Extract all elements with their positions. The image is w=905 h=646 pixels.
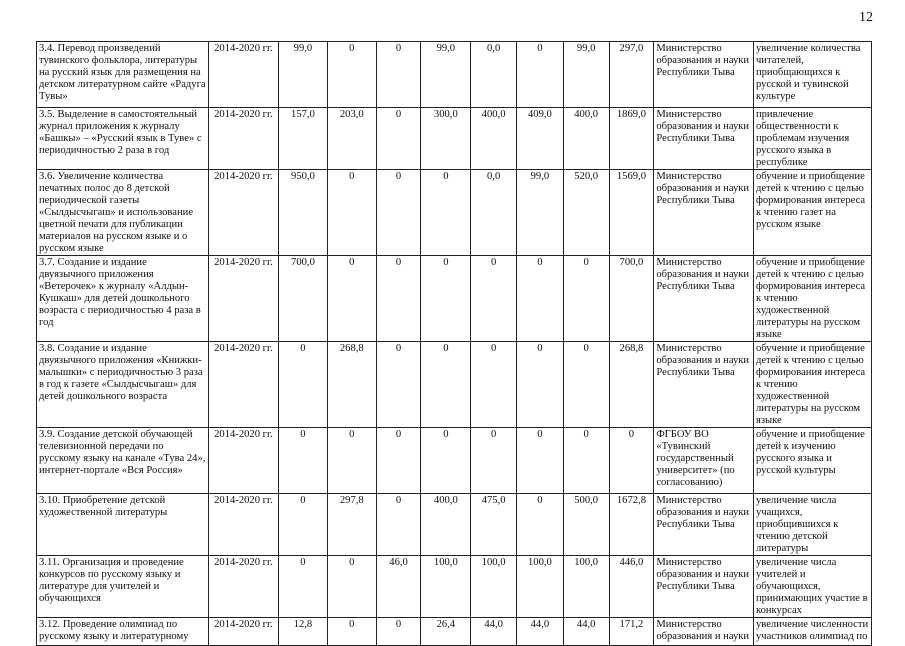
measure-name-cell: 3.5. Выделение в самостоятельный журнал приложения к журналу «Башкы» – «Русский язык в Туве» с периодичностью 2 раза в год [37, 108, 209, 170]
amount-cell: 0 [563, 428, 609, 494]
amount-cell: 0 [376, 428, 421, 494]
period-cell: 2014-2020 гг. [208, 108, 278, 170]
amount-cell: 100,0 [563, 556, 609, 618]
amount-cell: 46,0 [376, 556, 421, 618]
amount-cell: 300,0 [421, 108, 471, 170]
amount-cell: 0 [279, 494, 328, 556]
period-cell: 2014-2020 гг. [208, 428, 278, 494]
amount-cell: 157,0 [279, 108, 328, 170]
amount-cell: 99,0 [517, 170, 564, 256]
program-measures-table [36, 41, 872, 646]
amount-cell: 0 [376, 42, 421, 108]
executor-cell: ФГБОУ ВО «Тувинский государственный университет» (по согласованию) [654, 428, 754, 494]
amount-cell: 0,0 [471, 170, 517, 256]
expected-result-cell: увеличение числа учащихся, приобщившихся к чтению детской литературы [753, 494, 871, 556]
amount-cell: 0 [517, 494, 564, 556]
period-cell: 2014-2020 гг. [208, 618, 278, 646]
total-amount-cell: 446,0 [609, 556, 654, 618]
period-cell: 2014-2020 гг. [208, 42, 278, 108]
period-cell: 2014-2020 гг. [208, 556, 278, 618]
measure-name-cell: 3.7. Создание и издание двуязычного приложения «Ветерочек» к журналу «Алдын-Кушкаш» для детей дошкольного возраста с периодичностью 4 раза в год [37, 256, 209, 342]
amount-cell: 0 [517, 42, 564, 108]
amount-cell: 203,0 [327, 108, 376, 170]
total-amount-cell: 1569,0 [609, 170, 654, 256]
table-row [37, 428, 872, 494]
measure-name-cell: 3.6. Увеличение количества печатных полос до 8 детской периодической газеты «Сылдысчыгаш» и использование цветной печати для публикации материалов на русском языке и о русском языке [37, 170, 209, 256]
measure-name-cell: 3.10. Приобретение детской художественной литературы [37, 494, 209, 556]
expected-result-cell: увеличение числа учителей и обучающихся, принимающих участие в конкурсах [753, 556, 871, 618]
table-row [37, 256, 872, 342]
amount-cell: 0 [421, 170, 471, 256]
measure-name-cell: 3.11. Организация и проведение конкурсов по русскому языку и литературе для учителей и обучающихся [37, 556, 209, 618]
period-cell: 2014-2020 гг. [208, 342, 278, 428]
expected-result-cell: увеличение количества читателей, приобщающихся к русской и тувинской культуре [753, 42, 871, 108]
amount-cell: 475,0 [471, 494, 517, 556]
amount-cell: 12,8 [279, 618, 328, 646]
amount-cell: 0 [376, 618, 421, 646]
total-amount-cell: 700,0 [609, 256, 654, 342]
amount-cell: 700,0 [279, 256, 328, 342]
period-cell: 2014-2020 гг. [208, 494, 278, 556]
amount-cell: 0 [376, 170, 421, 256]
amount-cell: 0 [279, 428, 328, 494]
measure-name-cell: 3.9. Создание детской обучающей телевизионной передачи по русскому языку на канале «Тува 24», интернет-портале «Вся Россия» [37, 428, 209, 494]
period-cell: 2014-2020 гг. [208, 256, 278, 342]
amount-cell: 0 [327, 428, 376, 494]
amount-cell: 400,0 [563, 108, 609, 170]
amount-cell: 297,8 [327, 494, 376, 556]
total-amount-cell: 268,8 [609, 342, 654, 428]
expected-result-cell: обучение и приобщение детей к изучению русского языка и русской культуры [753, 428, 871, 494]
page-number: 12 [859, 10, 873, 25]
amount-cell: 0 [327, 256, 376, 342]
table-row [37, 42, 872, 108]
table-body [37, 42, 872, 646]
amount-cell: 0 [421, 428, 471, 494]
amount-cell: 0 [517, 256, 564, 342]
measure-name-cell: 3.12. Проведение олимпиад по русскому языку и литературному [37, 618, 209, 646]
executor-cell: Министерство образования и науки Республики Тыва [654, 42, 754, 108]
amount-cell: 400,0 [471, 108, 517, 170]
amount-cell: 99,0 [563, 42, 609, 108]
measure-name-cell: 3.4. Перевод произведений тувинского фольклора, литературы на русский язык для размещения на детском литературном сайте «Радуга Тувы» [37, 42, 209, 108]
amount-cell: 0 [517, 428, 564, 494]
amount-cell: 44,0 [563, 618, 609, 646]
table-row [37, 618, 872, 646]
amount-cell: 0 [376, 256, 421, 342]
amount-cell: 0 [563, 256, 609, 342]
amount-cell: 0 [376, 108, 421, 170]
executor-cell: Министерство образования и науки Республики Тыва [654, 256, 754, 342]
total-amount-cell: 297,0 [609, 42, 654, 108]
amount-cell: 0 [471, 256, 517, 342]
executor-cell: Министерство образования и науки Республики Тыва [654, 494, 754, 556]
amount-cell: 0 [517, 342, 564, 428]
total-amount-cell: 171,2 [609, 618, 654, 646]
expected-result-cell: обучение и приобщение детей к чтению с целью формирования интереса к чтению художественной литературы на русском языке [753, 256, 871, 342]
executor-cell: Министерство образования и науки Республики Тыва [654, 556, 754, 618]
amount-cell: 0 [279, 342, 328, 428]
amount-cell: 44,0 [517, 618, 564, 646]
amount-cell: 0,0 [471, 42, 517, 108]
executor-cell: Министерство образования и науки [654, 618, 754, 646]
amount-cell: 409,0 [517, 108, 564, 170]
amount-cell: 0 [421, 342, 471, 428]
amount-cell: 0 [327, 42, 376, 108]
executor-cell: Министерство образования и науки Республики Тыва [654, 342, 754, 428]
total-amount-cell: 0 [609, 428, 654, 494]
total-amount-cell: 1672,8 [609, 494, 654, 556]
amount-cell: 0 [471, 342, 517, 428]
expected-result-cell: обучение и приобщение детей к чтению с целью формирования интереса к чтению газет на русском языке [753, 170, 871, 256]
table-row [37, 170, 872, 256]
total-amount-cell: 1869,0 [609, 108, 654, 170]
amount-cell: 400,0 [421, 494, 471, 556]
amount-cell: 0 [327, 556, 376, 618]
expected-result-cell: привлечение общественности к проблемам изучения русского языка в республике [753, 108, 871, 170]
expected-result-cell: обучение и приобщение детей к чтению с целью формирования интереса к чтению художественной литературы на русском языке [753, 342, 871, 428]
amount-cell: 0 [327, 170, 376, 256]
amount-cell: 26,4 [421, 618, 471, 646]
amount-cell: 100,0 [471, 556, 517, 618]
amount-cell: 100,0 [517, 556, 564, 618]
period-cell: 2014-2020 гг. [208, 170, 278, 256]
expected-result-cell: увеличение численности участников олимпиад по [753, 618, 871, 646]
table-row [37, 108, 872, 170]
amount-cell: 500,0 [563, 494, 609, 556]
amount-cell: 100,0 [421, 556, 471, 618]
amount-cell: 44,0 [471, 618, 517, 646]
amount-cell: 0 [279, 556, 328, 618]
table-row [37, 494, 872, 556]
amount-cell: 99,0 [421, 42, 471, 108]
executor-cell: Министерство образования и науки Республики Тыва [654, 108, 754, 170]
amount-cell: 0 [376, 342, 421, 428]
amount-cell: 0 [421, 256, 471, 342]
amount-cell: 99,0 [279, 42, 328, 108]
measure-name-cell: 3.8. Создание и издание двуязычного приложения «Книжки-малышки» с периодичностью 3 раза в год к газете «Сылдысчыгаш» для детей дошкольного возраста [37, 342, 209, 428]
executor-cell: Министерство образования и науки Республики Тыва [654, 170, 754, 256]
amount-cell: 0 [327, 618, 376, 646]
amount-cell: 950,0 [279, 170, 328, 256]
amount-cell: 0 [471, 428, 517, 494]
amount-cell: 268,8 [327, 342, 376, 428]
amount-cell: 520,0 [563, 170, 609, 256]
table-row [37, 342, 872, 428]
table-row [37, 556, 872, 618]
amount-cell: 0 [376, 494, 421, 556]
amount-cell: 0 [563, 342, 609, 428]
